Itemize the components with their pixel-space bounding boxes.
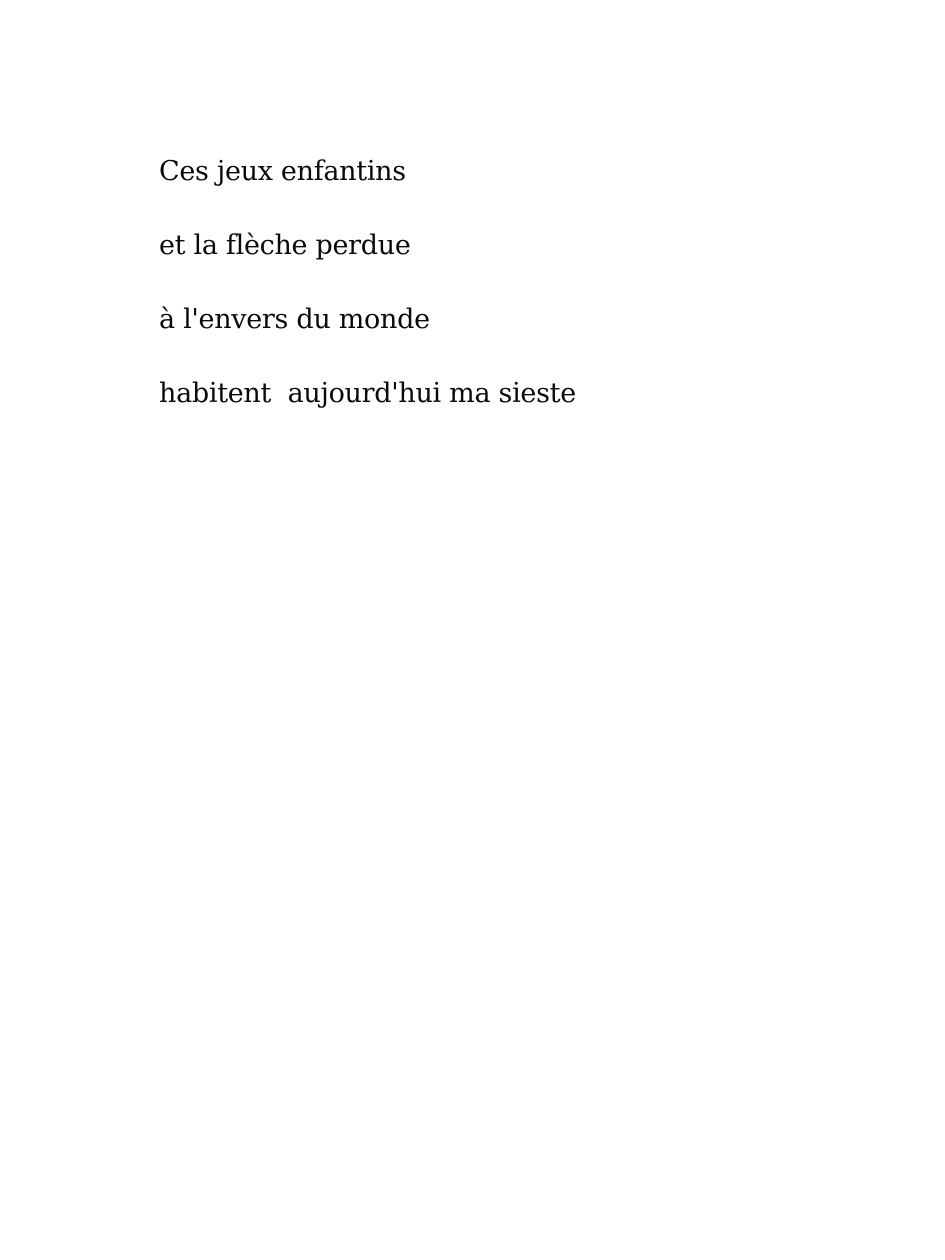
poem-line-2: et la flèche perdue: [159, 230, 411, 261]
poem-line-4: habitent aujourd'hui ma sieste: [159, 378, 576, 409]
poem-line-1: Ces jeux enfantins: [159, 156, 406, 187]
poem: [159, 158, 576, 454]
poem-line-3: à l'envers du monde: [159, 304, 430, 335]
